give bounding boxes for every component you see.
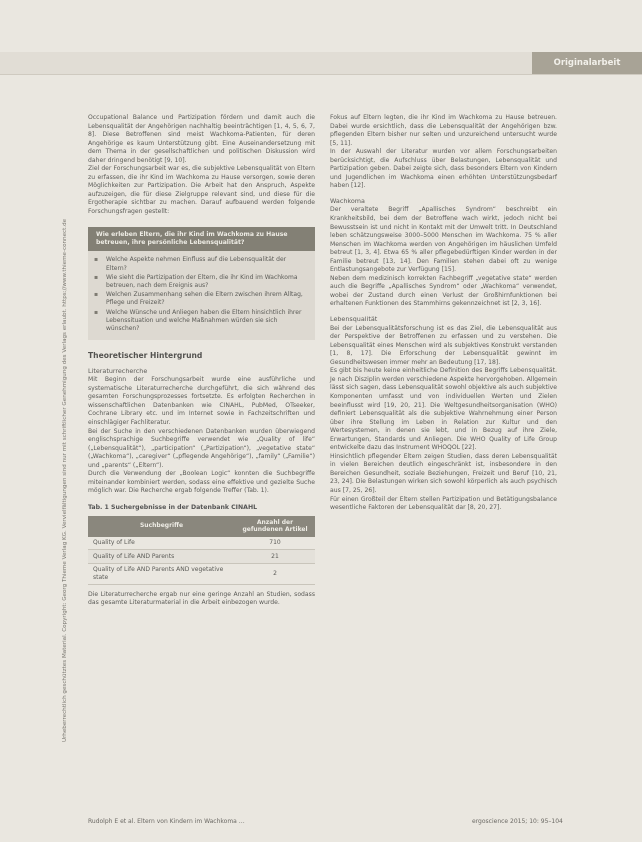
paragraph: Der veraltete Begriff „Apallisches Syndrom“ beschreibt ein Krankheitsbild, bei dem der Betroffene wach wirkt, jedoch nicht bei Bewusstsein ist und nicht in Kontakt mit der Umwelt tritt. In Deutschland leben schätzungsweise 3000–5000 Menschen im Wachkoma. 75 % aller Menschen im Wachkoma werden von Angehörigen im häuslichen Umfeld betreut [1, 3, 4]. Etwa 65 % aller pflegebedürftigen Kinder werden in der Familie betreut [13, 14]. Den Familien stehen dabei oft zu wenige Entlastungsangebote zur Verfügung [15]. [330, 206, 557, 274]
left-column [88, 114, 315, 608]
table-cell: Quality of Life [88, 537, 235, 550]
question-list [88, 251, 315, 340]
copyright-note: Urheberrechtlich geschütztes Material. Copyright: Georg Thieme Verlag KG. Vervielfältigungen sind nur mit schriftlicher Genehmigung des Verlags erlaubt. https://www.thieme-connect.de [62, 218, 68, 742]
paragraph: Bei der Lebensqualitätsforschung ist es das Ziel, die Lebensqualität aus der Perspektive der Betroffenen zu erfassen und zu verstehen. Die Lebensqualität eines Menschen wird als subjektives Konstrukt verstanden [1, 8, 17]. Die Erforschung der Lebensqualität gewinnt im Gesundheitswesen immer mehr an Bedeutung [17, 18]. [330, 324, 557, 366]
paragraph: Occupational Balance und Partizipation fördern und damit auch die Lebensqualität der Angehörigen nachhaltig beeinträchtigen [1, 4, 5, 6, 7, 8]. Diese Betroffenen sind meist Wachkoma-Patienten, für deren Angehörige es kaum Unterstützung gibt. Eine Auseinandersetzung mit dem Thema in der gesellschaftlichen und politischen Diskussion wird daher dringend benötigt [9, 10]. [88, 114, 315, 164]
section-heading: Theoretischer Hintergrund [88, 351, 203, 361]
paragraph: Neben dem medizinisch korrekten Fachbegriff „vegetative state“ werden auch die Begriffe „Apallisches Syndrom“ oder „Wachkoma“ verwendet, wobei der Zustand durch einen Verlust der Großhirnfunktionen bei erhaltenen Funktionen des Stammhirns gekennzeichnet ist [2, 3, 16]. [330, 274, 557, 308]
section-badge: Originalarbeit [532, 52, 642, 74]
table-row [88, 563, 315, 584]
right-column [330, 114, 557, 513]
table-caption: Tab. 1 Suchergebnisse in der Datenbank CINAHL [88, 503, 258, 511]
subheading: Lebensqualität [330, 315, 378, 324]
results-table [88, 516, 315, 585]
table-cell: 710 [235, 537, 315, 550]
paragraph: In der Auswahl der Literatur wurden vor allem Forschungsarbeiten berücksichtigt, die Aufschluss über Belastungen, Lebensqualität und Partizipation geben. Dabei zeigte sich, dass besonders Eltern von Kindern und Jugendlichen im Wachkoma einen erhöhten Unterstützungsbedarf haben [12]. [330, 148, 557, 190]
table-row [88, 537, 315, 550]
paragraph: Es gibt bis heute keine einheitliche Definition des Begriffs Lebensqualität. Je nach Disziplin werden verschiedene Aspekte hervorgehoben. Allgemein lässt sich sagen, dass Lebensqualität sowohl objektive als auch subjektive Komponenten umfasst und von individuellen Werten und Zielen beeinflusst wird [19, 20, 21]. Die Weltgesundheitsorganisation (WHO) definiert Lebensqualität als die subjektive Wahrnehmung einer Person über ihre Stellung im Leben in Relation zur Kultur und den Wertesystemen, in denen sie lebt, und in Bezug auf ihre Ziele, Erwartungen, Standards und Anliegen. Die WHO Quality of Life Group entwickelte dazu das Instrument WHOQOL [22]. [330, 367, 557, 452]
footer-citation: Rudolph E et al. Eltern von Kindern im Wachkoma … [88, 818, 245, 825]
paragraph: Bei der Suche in den verschiedenen Datenbanken wurden überwiegend englischsprachige Suchbegriffe verwendet wie „Quality of life“ („Lebensqualität“), „participation“ („Partizipation“), „vegetative state“ („Wachkoma“), „caregiver“ („pflegende Angehörige“), „family“ („Familie“) und „parents“ („Eltern“). [88, 427, 315, 469]
paragraph: Die Literaturrecherche ergab nur eine geringe Anzahl an Studien, sodass das gesamte Literaturmaterial in die Arbeit einbezogen wurde. [88, 590, 315, 607]
box-title: Wie erleben Eltern, die ihr Kind im Wachkoma zu Hause betreuen, ihre persönliche Lebensqualität? [88, 227, 315, 252]
paragraph: Mit Beginn der Forschungsarbeit wurde eine ausführliche und systematische Literaturrecherche durchgeführt, die sich während des gesamten Forschungsprozesses fortsetzte. Es erfolgten Recherchen in wissenschaftlichen Datenbanken wie CINAHL, PubMed, OTseeker, Cochrane Library etc. und im Internet sowie in Fachzeitschriften und einschlägiger Fachliteratur. [88, 376, 315, 427]
paragraph: Fokus auf Eltern legten, die ihr Kind im Wachkoma zu Hause betreuen. Dabei wurde ersichtlich, dass die Lebensqualität der Angehörigen bzw. pflegenden Eltern bisher nur selten und unzureichend untersucht wurde [5, 11]. [330, 114, 557, 147]
paragraph: Ziel der Forschungsarbeit war es, die subjektive Lebensqualität von Eltern zu erfassen, die ihr Kind im Wachkoma zu Hause versorgen, sowie deren Möglichkeiten zur Partizipation. Die Arbeit hat den Anspruch, Aspekte aufzuzeigen, die für diese Zielgruppe relevant sind, und diese für die Ergotherapie sichtbar zu machen. Darauf aufbauend werden folgende Forschungsfragen gestellt: [88, 165, 315, 216]
table-cell: 21 [235, 550, 315, 564]
subheading: Literaturrecherche [88, 366, 148, 375]
paragraph: Für einen Großteil der Eltern stellen Partizipation und Betätigungsbalance wesentliche Faktoren der Lebensqualität dar [8, 20, 27]. [330, 495, 557, 512]
list-item: ▪ Welchen Zusammenhang sehen die Eltern zwischen ihrem Alltag, Pflege und Freizeit? [102, 291, 307, 307]
table-header: Suchbegriffe [88, 516, 235, 537]
subheading: Wachkoma [330, 196, 365, 205]
table-cell: Quality of Life AND Parents [88, 550, 235, 564]
paragraph: Hinsichtlich pflegender Eltern zeigen Studien, dass deren Lebensqualität in vielen Bereichen deutlich eingeschränkt ist, insbesondere in den Bereichen Gesundheit, soziale Beziehungen, Freizeit und Beruf [10, 21, 23, 24]. Die Belastungen wirken sich sowohl körperlich als auch psychisch aus [7, 25, 26]. [330, 452, 557, 494]
list-item: ▪ Wie sieht die Partizipation der Eltern, die ihr Kind im Wachkoma betreuen, nach dem Ereignis aus? [102, 274, 307, 290]
table-row [88, 550, 315, 564]
table-cell: Quality of Life AND Parents AND vegetative state [88, 563, 235, 584]
table-header: Anzahl der gefundenen Artikel [235, 516, 315, 537]
list-item: ▪ Welche Aspekte nehmen Einfluss auf die Lebensqualität der Eltern? [102, 256, 307, 272]
paragraph: Durch die Verwendung der „Boolean Logic“ konnten die Suchbegriffe miteinander kombiniert werden, sodass eine effektive und gezielte Suche möglich war. Die Recherche ergab folgende Treffer (Tab. 1). [88, 470, 315, 495]
footer-journal: ergoscience 2015; 10: 95–104 [472, 818, 563, 825]
list-item: ▪ Welche Wünsche und Anliegen haben die Eltern hinsichtlich ihrer Lebenssituation und welche Maßnahmen würden sie sich wünschen? [102, 309, 307, 334]
research-questions-box [88, 227, 315, 341]
table-cell: 2 [235, 563, 315, 584]
